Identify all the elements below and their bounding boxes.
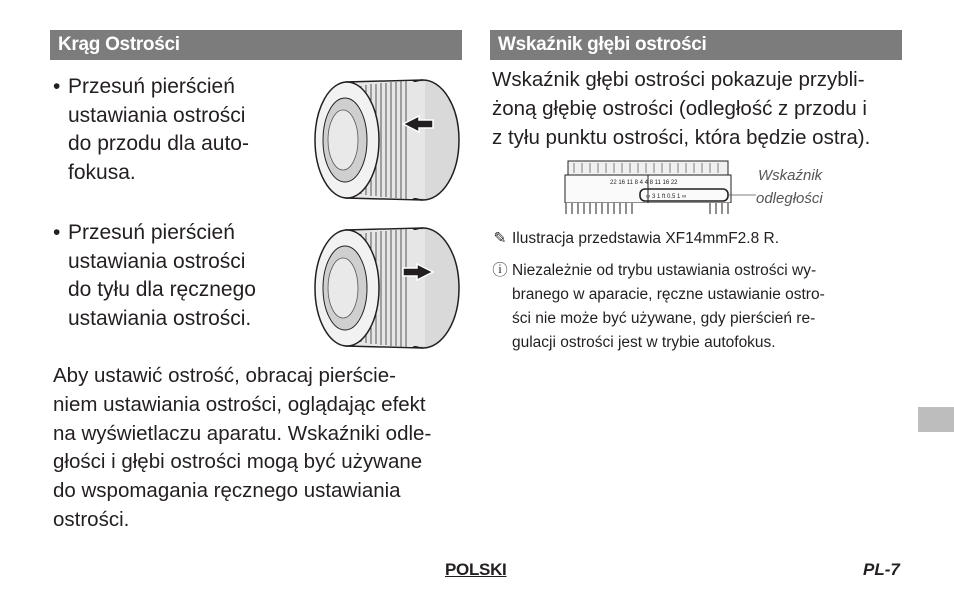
bullet-line: ustawiania ostrości: [68, 103, 246, 127]
bullet-line: Przesuń pierścień: [68, 221, 235, 244]
depth-of-field-paragraph: [492, 66, 907, 152]
paragraph-line: na wyświetlaczu aparatu. Wskaźniki odle-: [53, 421, 432, 445]
bullet-line: ustawiania ostrości: [68, 249, 246, 273]
caution-text: [512, 259, 904, 355]
paragraph-line: ostrości.: [53, 507, 130, 531]
caution-note: [492, 259, 912, 359]
caution-line: gulacji ostrości jest w trybie autofokus.: [512, 334, 776, 351]
bullet-line: Przesuń pierścień: [68, 75, 235, 98]
bullet-manual-focus: [53, 219, 303, 339]
bullet-line: do przodu dla auto-: [68, 132, 249, 155]
scale-bottom-marks: ∞ 3 1 ft 0.5 1 ∞: [646, 194, 687, 200]
paragraph-line: głości i głębi ostrości mogą być używane: [53, 450, 423, 474]
pencil-note-icon: ✎: [493, 230, 507, 247]
caution-line: branego w aparacie, ręczne ustawianie ostro-: [512, 286, 825, 303]
lens-illustration-forward: [305, 72, 465, 204]
bullet-text: [68, 219, 298, 333]
bullet-text: [68, 73, 298, 187]
lens-illustration-backward: [305, 220, 465, 352]
scale-top-marks: 22 16 11 8 4 4 8 11 16 22: [610, 180, 678, 186]
paragraph-line: niem ustawiania ostrości, oglądając efekt: [53, 392, 426, 416]
bullet-line: do tyłu dla ręcznego: [68, 278, 256, 301]
caution-line: ści nie może być używane, gdy pierścień re-: [512, 310, 816, 327]
note-text: Ilustracja przedstawia XF14mmF2.8 R.: [512, 230, 780, 247]
paragraph-line: z tyłu punktu ostrości, która będzie ostra).: [492, 125, 871, 149]
section-header-focus-ring: Krąg Ostrości: [50, 30, 462, 60]
callout-line: Wskaźnik: [758, 167, 823, 184]
caution-icon: ⓘ: [492, 262, 508, 279]
paragraph-line: Aby ustawić ostrość, obracaj pierście-: [53, 364, 396, 387]
footer-language: POLSKI: [445, 560, 507, 579]
depth-of-field-scale-illustration: [560, 158, 760, 214]
bullet-dot: •: [53, 221, 61, 244]
chapter-tab: [918, 407, 954, 432]
illustration-note: [492, 227, 912, 251]
section-header-depth-of-field: Wskaźnik głębi ostrości: [490, 30, 902, 60]
bullet-line: ustawiania ostrości.: [68, 306, 252, 330]
caution-line: Niezależnie od trybu ustawiania ostrości wy-: [512, 262, 817, 279]
focus-ring-paragraph: [53, 362, 468, 535]
bullet-line: fokusa.: [68, 160, 136, 184]
paragraph-line: Wskaźnik głębi ostrości pokazuje przybli-: [492, 68, 865, 91]
bullet-dot: •: [53, 75, 61, 98]
paragraph-line: żoną głębię ostrości (odległość z przodu i: [492, 96, 867, 120]
page-number: PL-7: [863, 560, 900, 579]
distance-indicator-callout: [758, 164, 823, 210]
paragraph-line: do wspomagania ręcznego ustawiania: [53, 479, 401, 503]
bullet-autofocus: [53, 73, 303, 193]
callout-line: odległości: [756, 190, 823, 207]
